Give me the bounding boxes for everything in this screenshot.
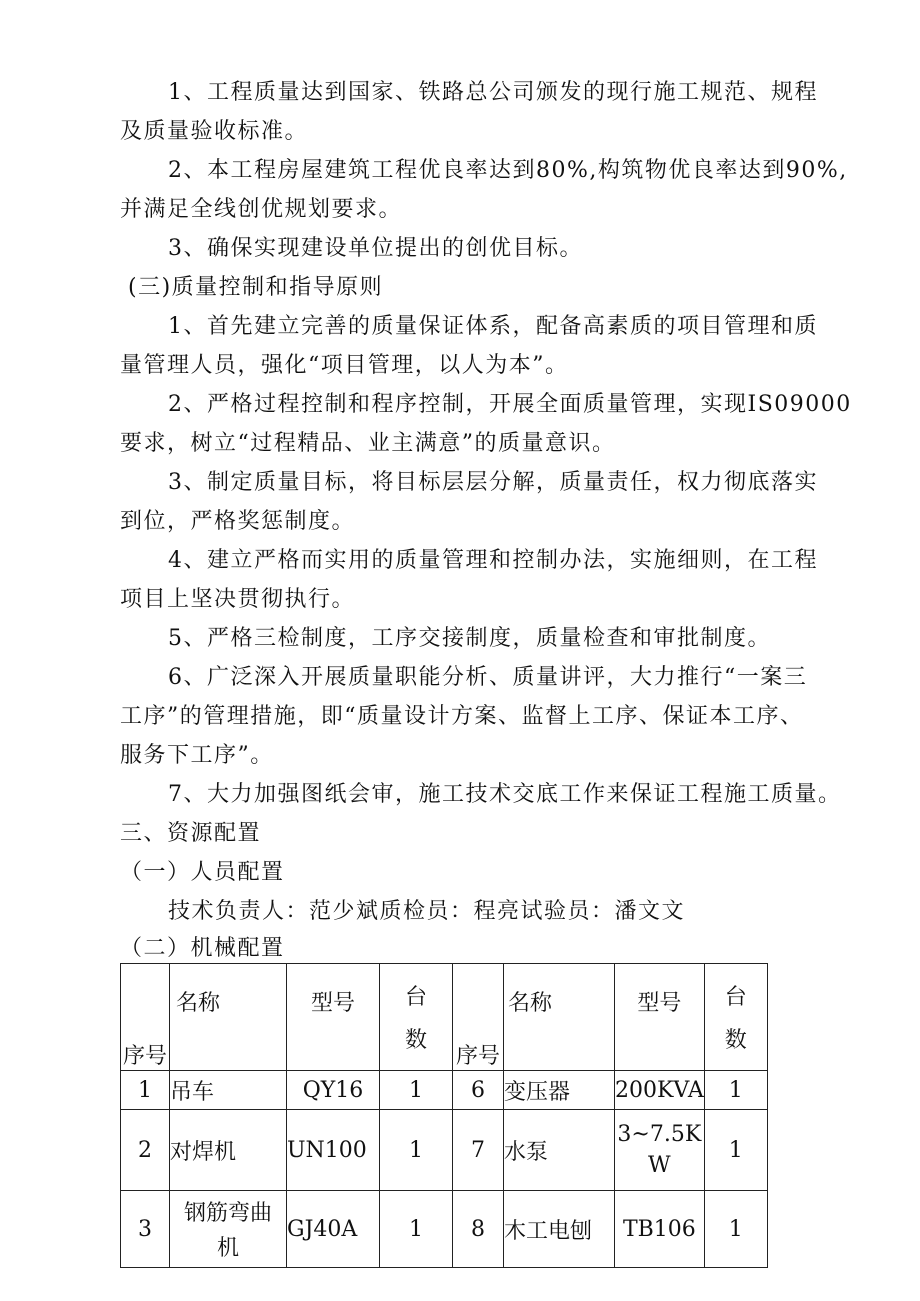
table-header-row [121,964,768,1071]
cell-count-2: 1 [704,1191,767,1268]
cell-name-2: 水泵 [504,1110,615,1191]
header-count-bottom: 数 [404,1028,427,1053]
paragraph-goal-3: 3、确保实现建设单位提出的创优目标。 [168,236,583,261]
header-name [170,964,287,1071]
staff-assignments: 技术负责人：范少斌质检员：程亮试验员：潘文文 [168,899,686,924]
paragraph-principle-1-cont: 量管理人员，强化“项目管理，以人为本”。 [120,353,569,378]
cell-model: UN100 [287,1110,380,1191]
cell-name-2: 变压器 [504,1071,615,1110]
header-no-label: 序号 [122,1044,167,1069]
header-model [287,964,380,1071]
header-name-label: 名称 [176,991,221,1016]
paragraph-principle-5: 5、严格三检制度，工序交接制度，质量检查和审批制度。 [168,626,771,651]
section-heading-quality-control: (三)质量控制和指导原则 [128,275,384,300]
cell-model-2-line1: 3~7.5K [617,1122,702,1147]
paragraph-principle-2-cont: 要求，树立“过程精品、业主满意”的质量意识。 [120,431,616,456]
header-name-2 [504,964,615,1071]
paragraph-principle-6: 6、广泛深入开展质量职能分析、质量讲评，大力推行“一案三 [168,665,808,690]
cell-model-2-line2: W [648,1153,671,1178]
paragraph-principle-6-cont2: 服务下工序”。 [120,743,274,768]
section-heading-resources: 三、资源配置 [120,821,262,846]
cell-no: 3 [121,1191,170,1268]
header-no-2-label: 序号 [455,1044,500,1069]
cell-model-2: 200KVA [615,1071,705,1110]
header-no [121,964,170,1071]
header-count-2-bottom: 数 [724,1028,747,1053]
header-count-2-top: 台 [724,985,747,1010]
cell-model-2 [615,1110,705,1191]
cell-name: 对焊机 [170,1110,287,1191]
paragraph-principle-2: 2、严格过程控制和程序控制，开展全面质量管理，实现IS09000 [168,392,852,417]
paragraph-principle-1: 1、首先建立完善的质量保证体系，配备高素质的项目管理和质 [168,314,818,339]
machinery-table [120,963,768,1268]
paragraph-principle-6-cont: 工序”的管理措施，即“质量设计方案、监督上工序、保证本工序、 [120,704,804,729]
cell-count-2: 1 [704,1071,767,1110]
cell-no: 1 [121,1071,170,1110]
cell-name-line1: 钢筋弯曲 [183,1201,272,1226]
subsection-heading-machinery: （二）机械配置 [120,936,285,961]
subsection-heading-staff: （一）人员配置 [120,860,285,885]
cell-name-line2: 机 [216,1236,239,1261]
cell-model: GJ40A [287,1191,380,1268]
cell-no-2: 6 [453,1071,504,1110]
cell-name [170,1191,287,1268]
table-row [121,1071,768,1110]
paragraph-principle-7: 7、大力加强图纸会审，施工技术交底工作来保证工程施工质量。 [168,782,842,807]
cell-model-2: TB106 [615,1191,705,1268]
header-model-2 [615,964,705,1071]
cell-count: 1 [380,1191,453,1268]
table-row [121,1191,768,1268]
cell-count-2: 1 [704,1110,767,1191]
table-row [121,1110,768,1191]
paragraph-principle-3-cont: 到位，严格奖惩制度。 [120,509,356,534]
cell-count: 1 [380,1071,453,1110]
header-name-2-label: 名称 [508,991,553,1016]
cell-name: 吊车 [170,1071,287,1110]
paragraph-goal-1-cont: 及质量验收标准。 [120,119,309,144]
paragraph-principle-3: 3、制定质量目标，将目标层层分解，质量责任，权力彻底落实 [168,470,818,495]
paragraph-principle-4-cont: 项目上坚决贯彻执行。 [120,587,356,612]
cell-no: 2 [121,1110,170,1191]
paragraph-goal-2-cont: 并满足全线创优规划要求。 [120,197,403,222]
cell-model: QY16 [287,1071,380,1110]
header-model-label: 型号 [310,991,355,1016]
cell-no-2: 7 [453,1110,504,1191]
cell-no-2: 8 [453,1191,504,1268]
header-count-top: 台 [404,985,427,1010]
header-model-2-label: 型号 [637,991,682,1016]
header-count [380,964,453,1071]
cell-name-2: 木工电刨 [504,1191,615,1268]
paragraph-goal-2: 2、本工程房屋建筑工程优良率达到80%,构筑物优良率达到90%, [168,158,848,183]
cell-count: 1 [380,1110,453,1191]
header-no-2 [453,964,504,1071]
header-count-2 [704,964,767,1071]
paragraph-principle-4: 4、建立严格而实用的质量管理和控制办法，实施细则，在工程 [168,548,818,573]
paragraph-goal-1: 1、工程质量达到国家、铁路总公司颁发的现行施工规范、规程 [168,80,818,105]
